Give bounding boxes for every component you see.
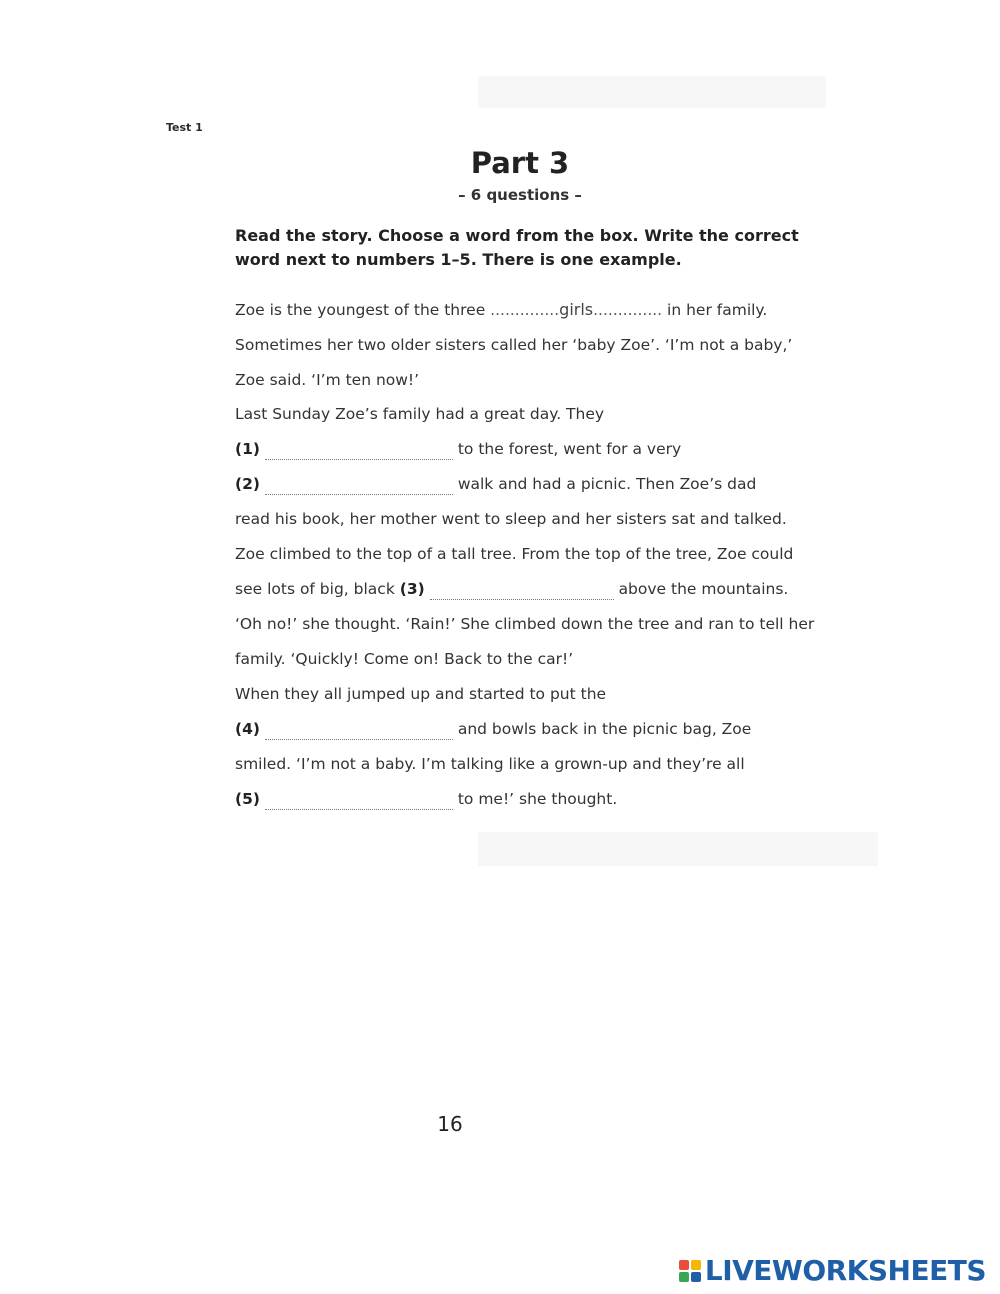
scan-smudge-bottom — [478, 832, 878, 866]
liveworksheets-logo — [679, 1254, 986, 1287]
part-title: Part 3 — [470, 146, 570, 180]
page-number: 16 — [437, 1112, 463, 1136]
answer-input-4[interactable] — [265, 721, 453, 740]
story-line-3: Zoe said. ‘I’m ten now!’ — [235, 371, 420, 389]
logo-text: LIVEWORKSHEETS — [704, 1254, 986, 1287]
question-number-1: (1) — [235, 440, 260, 458]
answer-input-5[interactable] — [265, 791, 453, 810]
story-line-7: read his book, her mother went to sleep and her sisters sat and talked. — [235, 510, 787, 528]
story-text: above the mountains. — [618, 580, 789, 598]
logo-tiles-icon — [679, 1260, 701, 1282]
story-line-10: ‘Oh no!’ she thought. ‘Rain!’ She climbed down the tree and ran to tell her — [235, 615, 815, 633]
story-line-1 — [235, 300, 767, 319]
blank-dots: .............. — [490, 301, 560, 319]
story-text: to me!’ she thought. — [457, 790, 618, 808]
story-line-4: Last Sunday Zoe’s family had a great day. They — [235, 405, 605, 423]
story-line-14: smiled. ‘I’m not a baby. I’m talking like a grown-up and they’re all — [235, 755, 745, 773]
story-line-q3 — [235, 580, 788, 600]
blank-dots: .............. — [593, 301, 663, 319]
story-text: Zoe is the youngest of the three — [235, 301, 486, 319]
story-line-11: family. ‘Quickly! Come on! Back to the car!’ — [235, 650, 574, 668]
story-text: and bowls back in the picnic bag, Zoe — [457, 720, 752, 738]
scan-smudge-top — [478, 76, 826, 108]
story-text: to the forest, went for a very — [457, 440, 682, 458]
story-line-8: Zoe climbed to the top of a tall tree. From the top of the tree, Zoe could — [235, 545, 794, 563]
story-line-q5 — [235, 790, 617, 810]
story-line-12: When they all jumped up and started to put the — [235, 685, 607, 703]
answer-input-1[interactable] — [265, 441, 453, 460]
story-line-q4 — [235, 720, 751, 740]
answer-input-2[interactable] — [265, 476, 453, 495]
question-number-2: (2) — [235, 475, 260, 493]
question-number-5: (5) — [235, 790, 260, 808]
story-line-q1 — [235, 440, 681, 460]
instructions: Read the story. Choose a word from the box. Write the correct word next to numbers 1–5. There is one example. — [235, 226, 799, 269]
test-label: Test 1 — [166, 121, 203, 134]
story-text: see lots of big, black — [235, 580, 395, 598]
example-answer: girls — [559, 300, 594, 319]
part-subtitle: – 6 questions – — [458, 186, 582, 204]
question-number-3: (3) — [399, 580, 425, 598]
story-line-2: Sometimes her two older sisters called her ‘baby Zoe’. ‘I’m not a baby,’ — [235, 336, 793, 354]
question-number-4: (4) — [235, 720, 260, 738]
answer-input-3[interactable] — [430, 581, 614, 600]
story-text: walk and had a picnic. Then Zoe’s dad — [457, 475, 757, 493]
story-line-q2 — [235, 475, 756, 495]
story-text: in her family. — [667, 301, 768, 319]
